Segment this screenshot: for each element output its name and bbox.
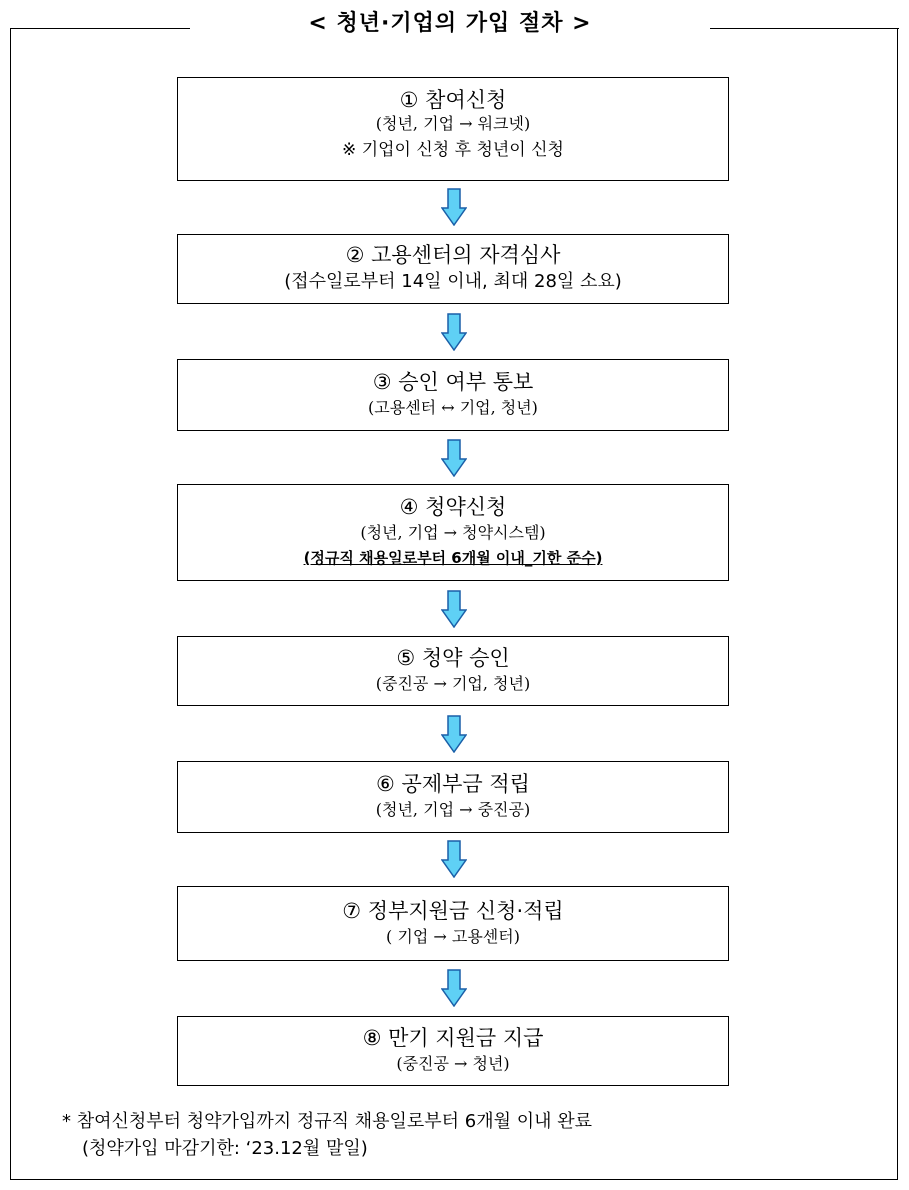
- step-4-box: [177, 484, 729, 581]
- step-3-title: ③ 승인 여부 통보: [372, 370, 534, 394]
- arrow-down-icon: [441, 840, 467, 878]
- step-2-title: ② 고용센터의 자격심사: [345, 243, 561, 267]
- step-1-title: ① 참여신청: [399, 88, 507, 112]
- arrow-down-icon: [441, 715, 467, 753]
- footer-line-2: (청약가입 마감기한: ‘23.12월 말일): [82, 1138, 368, 1159]
- step-3-box: [177, 359, 729, 431]
- step-7-subtitle: ( 기업 → 고용센터): [386, 927, 520, 946]
- step-5-box: [177, 636, 729, 706]
- step-8-box: [177, 1016, 729, 1086]
- arrow-down-icon: [441, 439, 467, 477]
- step-8-subtitle: (중진공 → 청년): [396, 1054, 510, 1073]
- arrow-down-icon: [441, 590, 467, 628]
- step-4-title: ④ 청약신청: [399, 495, 507, 519]
- step-2-subtitle: (접수일로부터 14일 이내, 최대 28일 소요): [284, 271, 622, 292]
- step-1-note: ※ 기업이 신청 후 청년이 신청: [342, 140, 564, 160]
- step-2-box: [177, 234, 729, 304]
- arrow-down-icon: [441, 313, 467, 351]
- step-4-deadline: (정규직 채용일로부터 6개월 이내_기한 준수): [303, 549, 603, 567]
- footer-line-1: * 참여신청부터 청약가입까지 정규직 채용일로부터 6개월 이내 완료: [62, 1111, 592, 1132]
- step-4-subtitle: (청년, 기업 → 청약시스템): [360, 523, 546, 542]
- step-8-title: ⑧ 만기 지원금 지급: [362, 1026, 544, 1050]
- step-6-box: [177, 761, 729, 833]
- step-5-subtitle: (중진공 → 기업, 청년): [375, 674, 531, 693]
- step-6-subtitle: (청년, 기업 → 중진공): [375, 800, 531, 819]
- step-3-subtitle: (고용센터 ↔ 기업, 청년): [368, 398, 538, 417]
- step-7-box: [177, 886, 729, 961]
- step-1-subtitle: (청년, 기업 → 워크넷): [375, 114, 531, 133]
- footer-note: [62, 1108, 592, 1162]
- step-5-title: ⑤ 청약 승인: [396, 646, 510, 670]
- arrow-down-icon: [441, 969, 467, 1007]
- step-6-title: ⑥ 공제부금 적립: [376, 772, 530, 796]
- step-1-box: [177, 77, 729, 181]
- arrow-down-icon: [441, 188, 467, 226]
- diagram-title: < 청년·기업의 가입 절차 >: [308, 11, 592, 36]
- step-7-title: ⑦ 정부지원금 신청·적립: [342, 899, 564, 923]
